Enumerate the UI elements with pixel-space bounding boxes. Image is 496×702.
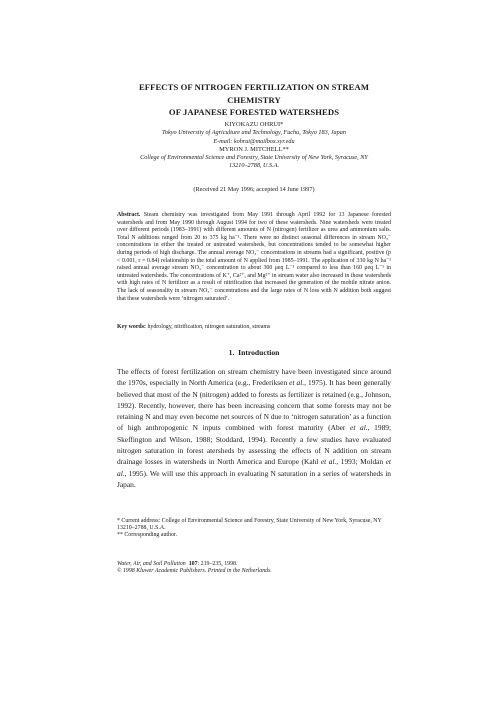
intro-text-1: The effects of forest fertilization on stream chemistry have been investigated since around the 1970s, especially in North America (e.g., Frederiksen bbox=[117, 367, 391, 388]
section-title: Introduction bbox=[238, 348, 280, 357]
footnote-1: * Current address: College of Environmental Science and Forestry, State University of New York, Syracuse, NY 13210–2788, U.S.A. bbox=[117, 518, 382, 532]
abstract bbox=[117, 212, 391, 303]
title-line-2: OF JAPANESE FORESTED WATERSHEDS bbox=[168, 107, 340, 117]
intro-etal-2: et al. bbox=[350, 423, 368, 433]
intro-text-3: , 1989; Skeffington and Wilson, 1988; Stoddard, 1994). Recently a few studies have evaluated nitrogen saturation in forest atersheds by assessing the effects of N addition on stream drainage losses in watersheds in North America and Europe (Kahl bbox=[117, 423, 392, 467]
keywords bbox=[117, 324, 391, 330]
intro-etal-1: et al. bbox=[289, 378, 305, 388]
section-heading bbox=[117, 348, 391, 357]
footnote-2: ** Corresponding author. bbox=[117, 532, 178, 539]
section-number: 1. bbox=[228, 348, 235, 357]
footnotes bbox=[117, 518, 391, 540]
author-affiliation-2b: 13210–2788, U.S.A. bbox=[228, 162, 279, 170]
journal-name: Water, Air, and Soil Pollution bbox=[117, 561, 186, 567]
abstract-label: Abstract. bbox=[117, 212, 141, 218]
received-dates: (Received 21 May 1996; accepted 14 June 1997) bbox=[193, 186, 315, 193]
abstract-text: Steam chemistry was investigated from May 1991 through April 1992 for 13 Japanese forested watersheds and from May 1990 through August 1994 for two of these watersheds. Nine watersheds were treated over different periods (1983–1991) with different amounts of N (nitrogen) fertilizer as urea and ammonium salts. Total N additions ranged from 20 to 375 kg ha⁻¹. There were no distinct seasonal differences in stream NO₃⁻ concentrations in either the treated or untreated watersheds, but concentrations tended to be somewhat higher during periods of high discharge. The annual average NO₃⁻ concentrations in streams had a significant, positive (p < 0.001, r = 0.84) relationship to the total amount of N applied from 1985–1991. The application of 330 kg N ha⁻¹ raised annual average stream NO₃⁻ concentration to about 300 μeq L⁻¹ compared to less than 160 μeq L⁻¹ in untreated watersheds. The concentrations of K⁺, Ca²⁺, and Mg²⁺ in stream water also increased in those watersheds with high rates of N fertilizer as a result of nitrification that increased the generation of the mobile nitrate anion. The lack of seasonality in stream NO₃⁻ concentrations and the large rates of N loss with N addition both suggest that these watersheds were ‘nitrogen saturated’. bbox=[117, 212, 391, 302]
intro-text-2: , 1975). It has been generally believed that most of the N (nitrogen) added to forests as fertilizer is retained (e.g., Johnson, 1992). Recently, however, there has been increasing concern that some forests may not be retaining N and may even become net sources of N due to ‘nitrogen saturation’ as a function of high anthropogenic N inputs combined with forest maturity (Aber bbox=[117, 378, 391, 433]
introduction-paragraph bbox=[117, 366, 391, 490]
journal-volume: 107 bbox=[188, 561, 198, 567]
intro-etal-3: et al. bbox=[320, 457, 337, 467]
journal-info bbox=[117, 561, 391, 576]
keywords-text: hydrology, nitrification, nitrogen saturation, streams bbox=[147, 324, 271, 330]
title-line-1: EFFECTS OF NITROGEN FERTILIZATION ON STREAM CHEMISTRY bbox=[138, 82, 370, 105]
intro-text-5: , 1995). We will use this approach in evaluating N saturation in a series of watersheds in Japan. bbox=[117, 468, 391, 489]
journal-pages: : 219–235, 1998. bbox=[197, 561, 238, 567]
intro-etal-4: et al. bbox=[117, 457, 391, 478]
author-block bbox=[117, 121, 391, 171]
author-name-1: KIYOKAZU OHRUI* bbox=[224, 121, 284, 128]
copyright-line: © 1998 Kluwer Academic Publishers. Printed in the Netherlands. bbox=[117, 568, 272, 575]
author-name-2: MYRON J. MITCHELL** bbox=[219, 145, 289, 153]
paper-title bbox=[117, 81, 391, 119]
author-affiliation-1: Tokyo University of Agriculture and Technology, Fuchu, Tokyo 183, Japan bbox=[162, 129, 346, 137]
author-affiliation-2a: College of Environmental Science and Forestry, State University of New York, Syracuse, NY bbox=[140, 154, 368, 162]
keywords-label: Key words: bbox=[117, 324, 146, 330]
author-email: E-mail: kohrui@mailbox.syr.edu bbox=[213, 137, 295, 145]
intro-text-4: , 1993; Moldan bbox=[336, 457, 386, 467]
